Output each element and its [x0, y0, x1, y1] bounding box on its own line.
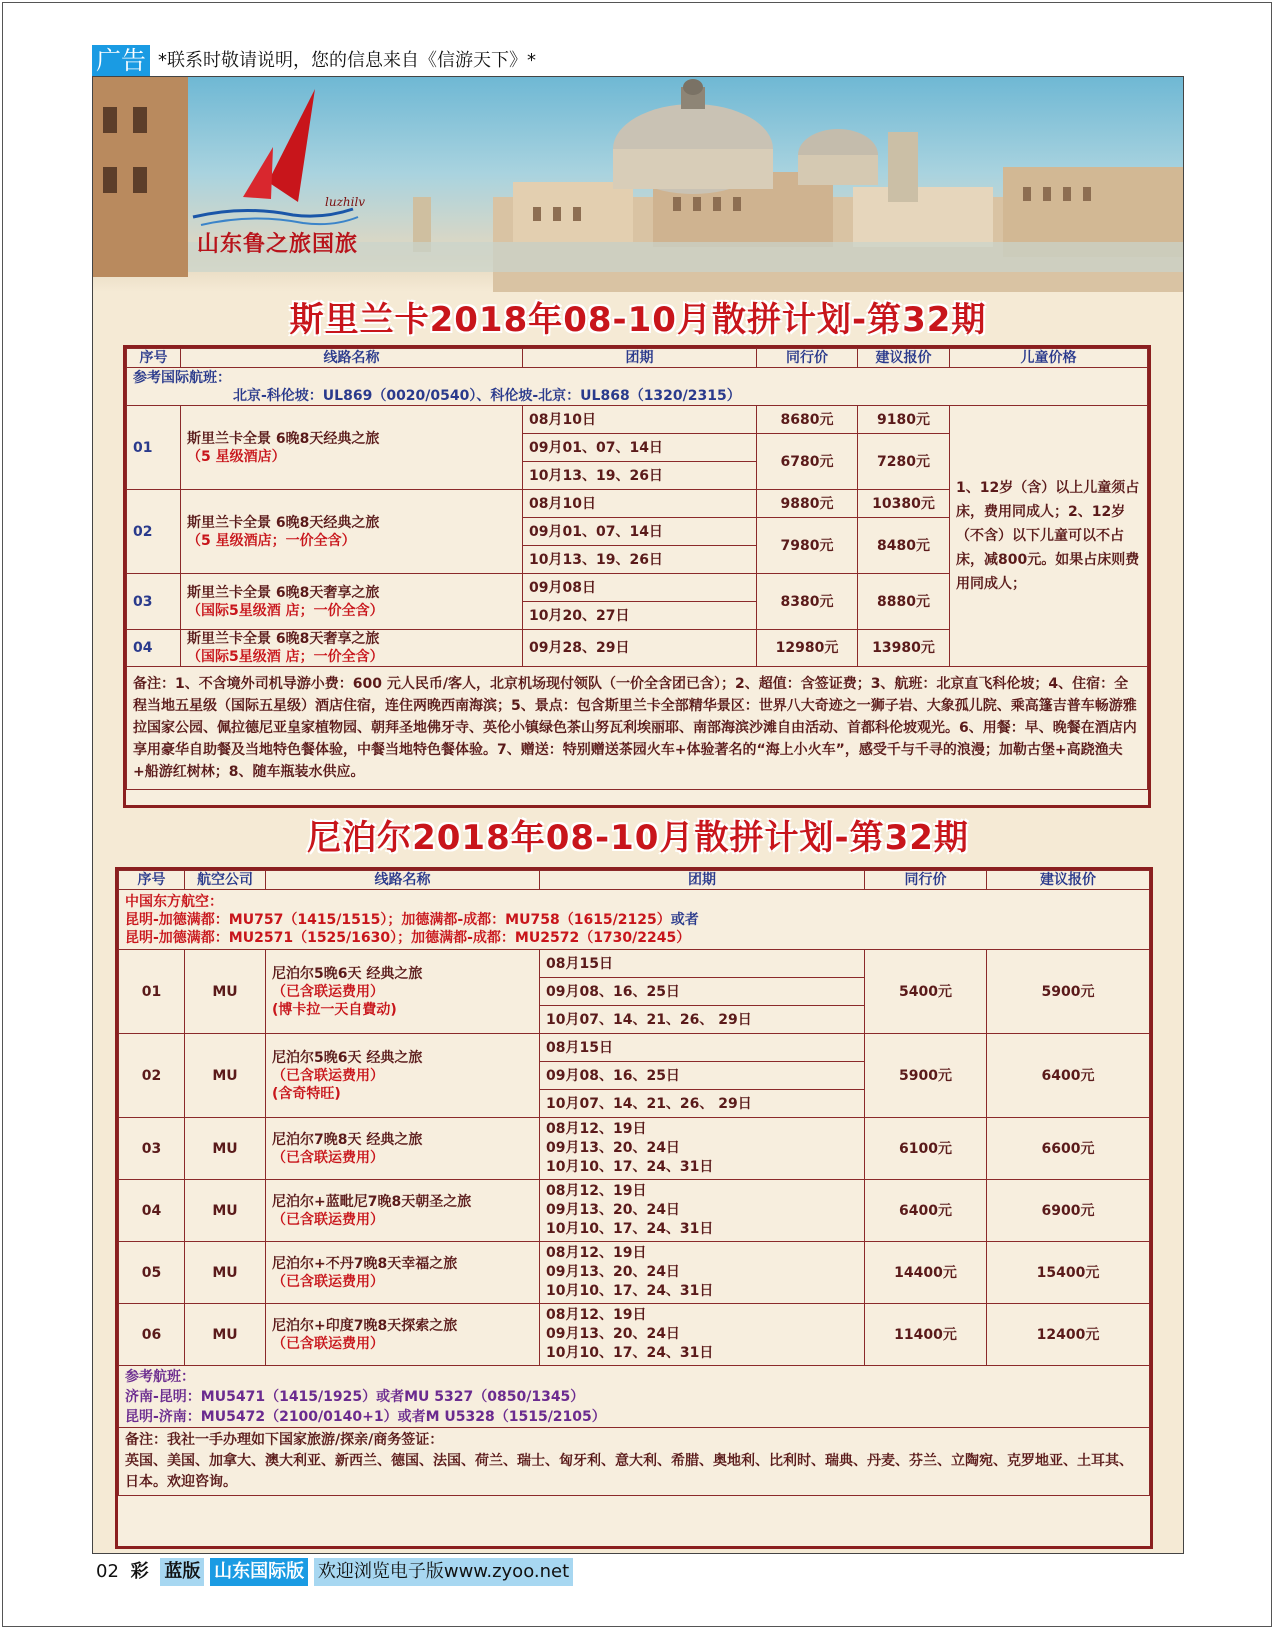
route-no: 01: [127, 406, 181, 490]
route-extra: (博卡拉一天自費动): [272, 1001, 397, 1018]
route-name-cell: [266, 1242, 540, 1304]
visa-note-label: 备注：我社一手办理如下国家旅游/探亲/商务签证：: [125, 1432, 444, 1448]
route-sub: （已含联运费用）: [272, 1149, 384, 1166]
route-name: 尼泊尔7晚8天 经典之旅: [272, 1131, 423, 1148]
tour-date: 08月12、19日: [546, 1183, 647, 1199]
route-airline: MU: [185, 1118, 266, 1180]
suggest-price: 6900元: [987, 1180, 1150, 1242]
route-sub: （已含联运费用）: [272, 983, 384, 1000]
route-sub: （5 星级酒店；一价全含）: [187, 532, 356, 549]
route-name: 斯里兰卡全景 6晚8天奢享之旅: [187, 631, 380, 647]
peer-price: 6400元: [865, 1180, 987, 1242]
city-skyline-image: [93, 77, 1183, 292]
peer-price: 11400元: [865, 1304, 987, 1366]
ref-flight-line: 济南-昆明：MU5471（1415/1925）或者MU 5327（0850/1345）: [125, 1388, 585, 1405]
peer-price: 14400元: [865, 1242, 987, 1304]
tour-date: 10月13、19、26日: [523, 462, 757, 490]
route-name: 斯里兰卡全景 6晚8天经典之旅: [187, 430, 380, 447]
peer-price: 6100元: [865, 1118, 987, 1180]
col-header: 序号: [127, 349, 181, 368]
tour-date: 10月10、17、24、31日: [546, 1345, 714, 1361]
col-header: 儿童价格: [950, 349, 1148, 368]
route-extra: (含奇特旺): [272, 1085, 341, 1102]
route-name-cell: [181, 406, 523, 490]
peer-price: 8380元: [757, 574, 858, 630]
tour-dates-cell: [540, 1304, 865, 1366]
edition-name: 山东国际版: [210, 1558, 308, 1586]
peer-price: 12980元: [757, 630, 858, 667]
airline-line: 昆明-加德满都：MU2571（1525/1630）；加德满都-成都：MU2572（1730/2245）: [125, 929, 691, 946]
route-no: 04: [127, 630, 181, 667]
airline-or: 或者: [670, 911, 699, 928]
col-header: 建议报价: [987, 871, 1150, 890]
tour-dates-cell: [540, 1118, 865, 1180]
route-name: 尼泊尔5晚6天 经典之旅: [272, 1049, 423, 1066]
ref-flight-line: 昆明-济南：MU5472（2100/0140+1）或者M U5328（1515/2105）: [125, 1408, 606, 1425]
tour-dates-cell: [540, 1180, 865, 1242]
route-sub: （国际5星级酒 店；一价全含）: [187, 649, 384, 665]
suggest-price: 10380元: [858, 490, 950, 518]
color-label: 彩: [130, 1561, 149, 1582]
tour-date: 09月01、07、14日: [523, 518, 757, 546]
child-price: 1、12岁（含）以上儿童须占床，费用同成人；2、12岁（不含）以下儿童可以不占床，减800元。如果占床则费用同成人；: [950, 406, 1148, 667]
flight-info: 北京-科伦坡：UL869（0020/0540）、科伦坡-北京：UL868（1320/2315）: [233, 387, 741, 404]
tour-date: 10月13、19、26日: [523, 546, 757, 574]
route-airline: MU: [185, 1304, 266, 1366]
col-header: 团期: [540, 871, 865, 890]
suggest-price: 15400元: [987, 1242, 1150, 1304]
suggest-price: 12400元: [987, 1304, 1150, 1366]
tour-date: 10月10、17、24、31日: [546, 1283, 714, 1299]
ad-notice: *联系时敬请说明，您的信息来自《信游天下》*: [158, 50, 536, 71]
peer-price: 6780元: [757, 434, 858, 490]
tour-date: 08月15日: [540, 950, 865, 978]
suggest-price: 6600元: [987, 1118, 1150, 1180]
airline-label: 中国东方航空：: [125, 893, 223, 910]
route-name: 斯里兰卡全景 6晚8天经典之旅: [187, 514, 380, 531]
route-name-cell: [266, 1304, 540, 1366]
tour-date: 09月08、16、25日: [540, 978, 865, 1006]
tour-date: 09月13、20、24日: [546, 1264, 680, 1280]
flight-label: 参考国际航班：: [133, 369, 231, 386]
logo-script: luzhilv: [325, 195, 366, 209]
route-name-cell: [266, 1034, 540, 1118]
route-name-cell: [266, 950, 540, 1034]
ref-flight-label: 参考航班：: [125, 1368, 195, 1385]
brand-logo-text: 山东鲁之旅国旅: [197, 232, 359, 257]
col-header: 同行价: [865, 871, 987, 890]
tour-date: 10月10、17、24、31日: [546, 1221, 714, 1237]
srilanka-note: 备注：1、不含境外司机导游小费：600 元人民币/客人，北京机场现付领队（一价全含团已含）；2、超值：含签证费；3、航班：北京直飞科伦坡；4、住宿：全程当地五星级（国际五星级）酒店住宿，连住两晚西南海滨；5、景点：包含斯里兰卡全部精华景区：世界八大奇迹之一狮子岩、大象孤儿院、乘高篷吉普车畅游雅拉国家公园、佩拉德尼亚皇家植物园、朝拜圣地佛牙寺、英伦小镇绿色茶山努瓦利埃丽耶、南部海滨沙滩自由活动、首都科伦坡观光。6、用餐：早、晚餐在酒店内享用豪华自助餐及当地特色餐体验，中餐当地特色餐体验。7、赠送：特别赠送茶园火车+体验著名的“海上小火车”，感受千与千寻的浪漫；加勒古堡+高跷渔夫+船游红树林；8、随车瓶装水供应。: [127, 667, 1148, 790]
suggest-price: 7280元: [858, 434, 950, 490]
suggest-price: 8480元: [858, 518, 950, 574]
route-airline: MU: [185, 1242, 266, 1304]
route-no: 02: [119, 1034, 185, 1118]
route-no: 03: [127, 574, 181, 630]
tour-date: 10月07、14、21、26、 29日: [540, 1090, 865, 1118]
page-number: 02: [96, 1561, 119, 1582]
route-name: 尼泊尔+不丹7晚8天幸福之旅: [272, 1255, 458, 1272]
page-footer: [96, 1558, 573, 1586]
route-airline: MU: [185, 1034, 266, 1118]
route-name-cell: [266, 1118, 540, 1180]
tour-date: 09月28、29日: [523, 630, 757, 667]
route-name: 尼泊尔5晚6天 经典之旅: [272, 965, 423, 982]
airline-info-cell: [119, 890, 1150, 950]
tour-date: 09月08日: [523, 574, 757, 602]
suggest-price: 9180元: [858, 406, 950, 434]
tour-date: 09月13、20、24日: [546, 1202, 680, 1218]
route-sub: （已含联运费用）: [272, 1273, 384, 1290]
route-no: 06: [119, 1304, 185, 1366]
route-no: 05: [119, 1242, 185, 1304]
tour-date: 08月10日: [523, 490, 757, 518]
tour-date: 08月12、19日: [546, 1245, 647, 1261]
tour-date: 08月10日: [523, 406, 757, 434]
srilanka-table: [123, 345, 1151, 808]
route-no: 03: [119, 1118, 185, 1180]
route-sub: （已含联运费用）: [272, 1335, 384, 1352]
peer-price: 5900元: [865, 1034, 987, 1118]
route-sub: （5 星级酒店）: [187, 448, 286, 465]
tour-date: 08月12、19日: [546, 1307, 647, 1323]
nepal-title: 尼泊尔2018年08-10月散拼计划-第32期: [307, 818, 969, 858]
advert-page: [92, 76, 1184, 1554]
tour-date: 10月07、14、21、26、 29日: [540, 1006, 865, 1034]
ad-tag: 广告: [92, 45, 150, 77]
visa-note-text: 英国、美国、加拿大、澳大利亚、新西兰、德国、法国、荷兰、瑞士、匈牙利、意大利、希腊、奥地利、比利时、瑞典、丹麦、芬兰、立陶宛、克罗地亚、土耳其、日本。欢迎咨询。: [125, 1453, 1133, 1490]
col-header: 线路名称: [266, 871, 540, 890]
peer-price: 7980元: [757, 518, 858, 574]
tour-date: 09月13、20、24日: [546, 1140, 680, 1156]
col-header: 同行价: [757, 349, 858, 368]
tour-date: 10月20、27日: [523, 602, 757, 630]
website-link[interactable]: 欢迎浏览电子版www.zyoo.net: [314, 1558, 573, 1586]
suggest-price: 13980元: [858, 630, 950, 667]
route-airline: MU: [185, 950, 266, 1034]
col-header: 团期: [523, 349, 757, 368]
col-header: 建议报价: [858, 349, 950, 368]
tour-date: 08月12、19日: [546, 1121, 647, 1137]
edition-label: 蓝版: [160, 1558, 204, 1586]
peer-price: 5400元: [865, 950, 987, 1034]
banner: [93, 77, 1183, 292]
route-name: 斯里兰卡全景 6晚8天奢享之旅: [187, 584, 380, 601]
col-header: 序号: [119, 871, 185, 890]
suggest-price: 6400元: [987, 1034, 1150, 1118]
route-name-cell: [181, 490, 523, 574]
tour-date: 09月13、20、24日: [546, 1326, 680, 1342]
tour-date: 10月10、17、24、31日: [546, 1159, 714, 1175]
visa-note-cell: [119, 1428, 1150, 1496]
srilanka-title: 斯里兰卡2018年08-10月散拼计划-第32期: [289, 300, 987, 340]
tour-date: 08月15日: [540, 1034, 865, 1062]
suggest-price: 5900元: [987, 950, 1150, 1034]
tour-date: 09月08、16、25日: [540, 1062, 865, 1090]
route-name-cell: [181, 630, 523, 667]
col-header: 线路名称: [181, 349, 523, 368]
route-name: 尼泊尔+蓝毗尼7晚8天朝圣之旅: [272, 1193, 472, 1210]
route-no: 01: [119, 950, 185, 1034]
route-sub: （国际5星级酒 店；一价全含）: [187, 602, 384, 619]
route-sub: （已含联运费用）: [272, 1211, 384, 1228]
ref-flight-cell: [119, 1366, 1150, 1428]
flight-info-cell: [127, 368, 1148, 406]
route-sub: （已含联运费用）: [272, 1067, 384, 1084]
suggest-price: 8880元: [858, 574, 950, 630]
route-airline: MU: [185, 1180, 266, 1242]
nepal-table: [115, 867, 1153, 1549]
airline-line: 昆明-加德满都：MU757（1415/1515）；加德满都-成都：MU758（1615/2125）: [125, 911, 671, 928]
peer-price: 8680元: [757, 406, 858, 434]
route-name: 尼泊尔+印度7晚8天探索之旅: [272, 1317, 458, 1334]
col-header: 航空公司: [185, 871, 266, 890]
tour-date: 09月01、07、14日: [523, 434, 757, 462]
route-no: 04: [119, 1180, 185, 1242]
route-name-cell: [181, 574, 523, 630]
route-no: 02: [127, 490, 181, 574]
tour-dates-cell: [540, 1242, 865, 1304]
peer-price: 9880元: [757, 490, 858, 518]
route-name-cell: [266, 1180, 540, 1242]
